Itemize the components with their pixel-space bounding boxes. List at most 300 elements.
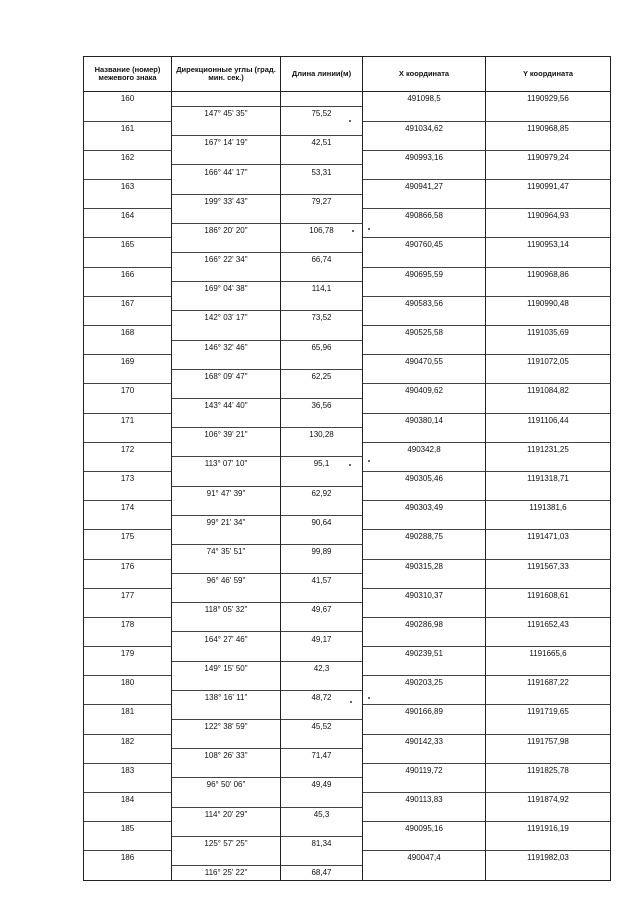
x-coordinate-cell — [363, 749, 486, 764]
direction-angle: 74° 35' 51" — [172, 544, 281, 559]
x-coordinate-cell — [363, 398, 486, 413]
direction-angle: 91° 47' 39" — [172, 486, 281, 501]
table-row — [84, 398, 611, 413]
table-row — [84, 428, 611, 443]
angle-cell — [172, 530, 281, 545]
length-cell — [281, 793, 363, 808]
mark-number: 185 — [84, 822, 172, 837]
table-row — [84, 632, 611, 647]
direction-angle: 96° 50' 06" — [172, 778, 281, 793]
mark-number: 182 — [84, 734, 172, 749]
mark-number: 163 — [84, 180, 172, 195]
mark-number: 183 — [84, 763, 172, 778]
direction-angle: 99° 21' 34" — [172, 515, 281, 530]
mark-number-cell — [84, 865, 172, 880]
table-row — [84, 501, 611, 516]
table-row — [84, 150, 611, 165]
table-row — [84, 107, 611, 122]
direction-angle: 108° 26' 33" — [172, 749, 281, 764]
mark-number-cell — [84, 253, 172, 268]
line-length: 90,64 — [281, 515, 363, 530]
line-length: 53,31 — [281, 165, 363, 180]
x-coordinate: 490470,55 — [363, 355, 486, 370]
table-row — [84, 355, 611, 370]
mark-number: 169 — [84, 355, 172, 370]
table-row — [84, 544, 611, 559]
mark-number-cell — [84, 749, 172, 764]
table-row — [84, 253, 611, 268]
y-coordinate-cell — [486, 574, 611, 589]
angle-cell — [172, 92, 281, 107]
direction-angle: 142° 03' 17" — [172, 311, 281, 326]
x-coordinate: 490095,16 — [363, 822, 486, 837]
boundary-marks-table — [83, 56, 611, 881]
direction-angle: 125° 57' 25" — [172, 836, 281, 851]
x-coordinate-cell — [363, 632, 486, 647]
direction-angle: 116° 25' 22" — [172, 865, 281, 880]
line-length: 79,27 — [281, 194, 363, 209]
x-coordinate-cell — [363, 136, 486, 151]
x-coordinate-cell — [363, 457, 486, 472]
y-coordinate-cell — [486, 223, 611, 238]
table-row — [84, 471, 611, 486]
table-row — [84, 705, 611, 720]
y-coordinate: 1191084,82 — [486, 384, 611, 399]
y-coordinate: 1191106,44 — [486, 413, 611, 428]
angle-cell — [172, 442, 281, 457]
line-length: 65,96 — [281, 340, 363, 355]
scan-speck — [368, 697, 370, 699]
y-coordinate-cell — [486, 603, 611, 618]
angle-cell — [172, 501, 281, 516]
x-coordinate: 490525,58 — [363, 326, 486, 341]
x-coordinate-cell — [363, 603, 486, 618]
y-coordinate: 1191757,98 — [486, 734, 611, 749]
x-coordinate: 490047,4 — [363, 851, 486, 866]
x-coordinate: 490305,46 — [363, 471, 486, 486]
mark-number-cell — [84, 311, 172, 326]
scan-speck — [368, 228, 370, 230]
angle-cell — [172, 267, 281, 282]
angle-cell — [172, 326, 281, 341]
y-coordinate: 1191471,03 — [486, 530, 611, 545]
mark-number-cell — [84, 836, 172, 851]
direction-angle: 169° 04' 38" — [172, 282, 281, 297]
length-cell — [281, 559, 363, 574]
mark-number-cell — [84, 282, 172, 297]
line-length: 45,52 — [281, 720, 363, 735]
angle-cell — [172, 559, 281, 574]
y-coordinate: 1191608,61 — [486, 588, 611, 603]
table-row — [84, 413, 611, 428]
table-row — [84, 457, 611, 472]
angle-cell — [172, 851, 281, 866]
mark-number-cell — [84, 632, 172, 647]
x-coordinate: 490342,8 — [363, 442, 486, 457]
table-row — [84, 763, 611, 778]
table-row — [84, 734, 611, 749]
y-coordinate: 1191916,19 — [486, 822, 611, 837]
table-row — [84, 267, 611, 282]
y-coordinate-cell — [486, 836, 611, 851]
mark-number-cell — [84, 661, 172, 676]
x-coordinate-cell — [363, 253, 486, 268]
table-row — [84, 194, 611, 209]
line-length: 68,47 — [281, 865, 363, 880]
mark-number-cell — [84, 136, 172, 151]
mark-number: 162 — [84, 150, 172, 165]
y-coordinate-cell — [486, 282, 611, 297]
y-coordinate: 1191687,22 — [486, 676, 611, 691]
y-coordinate: 1190968,85 — [486, 121, 611, 136]
scan-speck — [349, 464, 351, 466]
table-row — [84, 282, 611, 297]
angle-cell — [172, 763, 281, 778]
mark-number: 160 — [84, 92, 172, 107]
angle-cell — [172, 471, 281, 486]
y-coordinate-cell — [486, 136, 611, 151]
x-coordinate-cell — [363, 515, 486, 530]
x-coordinate: 490695,59 — [363, 267, 486, 282]
length-cell — [281, 617, 363, 632]
x-coordinate: 490315,28 — [363, 559, 486, 574]
x-coordinate-cell — [363, 574, 486, 589]
table-row — [84, 340, 611, 355]
mark-number: 181 — [84, 705, 172, 720]
header-number: Название (номер) межевого знака — [84, 57, 172, 92]
line-length: 49,17 — [281, 632, 363, 647]
table-row — [84, 165, 611, 180]
direction-angle: 168° 09' 47" — [172, 369, 281, 384]
direction-angle: 143° 44' 40" — [172, 398, 281, 413]
length-cell — [281, 384, 363, 399]
mark-number: 172 — [84, 442, 172, 457]
y-coordinate: 1190968,86 — [486, 267, 611, 282]
direction-angle: 96° 46' 59" — [172, 574, 281, 589]
mark-number: 171 — [84, 413, 172, 428]
x-coordinate-cell — [363, 282, 486, 297]
y-coordinate-cell — [486, 720, 611, 735]
table-row — [84, 617, 611, 632]
mark-number-cell — [84, 223, 172, 238]
length-cell — [281, 267, 363, 282]
y-coordinate-cell — [486, 515, 611, 530]
length-cell — [281, 180, 363, 195]
header-y: Y координата — [486, 57, 611, 92]
table-row — [84, 690, 611, 705]
mark-number-cell — [84, 369, 172, 384]
y-coordinate-cell — [486, 340, 611, 355]
mark-number: 176 — [84, 559, 172, 574]
table-row — [84, 836, 611, 851]
angle-cell — [172, 384, 281, 399]
y-coordinate: 1191072,05 — [486, 355, 611, 370]
angle-cell — [172, 822, 281, 837]
y-coordinate: 1191035,69 — [486, 326, 611, 341]
x-coordinate: 490303,49 — [363, 501, 486, 516]
y-coordinate: 1191874,92 — [486, 793, 611, 808]
length-cell — [281, 851, 363, 866]
table-row — [84, 530, 611, 545]
y-coordinate: 1191381,6 — [486, 501, 611, 516]
table-row — [84, 121, 611, 136]
line-length: 62,25 — [281, 369, 363, 384]
table-row — [84, 384, 611, 399]
y-coordinate: 1191231,25 — [486, 442, 611, 457]
length-cell — [281, 238, 363, 253]
line-length: 36,56 — [281, 398, 363, 413]
table-row — [84, 559, 611, 574]
table-header-row — [84, 57, 611, 92]
angle-cell — [172, 588, 281, 603]
length-cell — [281, 209, 363, 224]
line-length: 62,92 — [281, 486, 363, 501]
x-coordinate-cell — [363, 428, 486, 443]
mark-number: 173 — [84, 471, 172, 486]
y-coordinate-cell — [486, 194, 611, 209]
x-coordinate-cell — [363, 807, 486, 822]
x-coordinate: 490866,58 — [363, 209, 486, 224]
x-coordinate-cell — [363, 107, 486, 122]
direction-angle: 147° 45' 35" — [172, 107, 281, 122]
header-x: X координата — [363, 57, 486, 92]
line-length: 42,3 — [281, 661, 363, 676]
scan-speck — [350, 701, 352, 703]
table-row — [84, 223, 611, 238]
y-coordinate: 1190990,48 — [486, 296, 611, 311]
table-row — [84, 369, 611, 384]
length-cell — [281, 647, 363, 662]
y-coordinate: 1191567,33 — [486, 559, 611, 574]
table-row — [84, 793, 611, 808]
mark-number-cell — [84, 486, 172, 501]
line-length: 114,1 — [281, 282, 363, 297]
y-coordinate-cell — [486, 253, 611, 268]
length-cell — [281, 530, 363, 545]
table-row — [84, 661, 611, 676]
table-row — [84, 865, 611, 880]
mark-number-cell — [84, 544, 172, 559]
y-coordinate: 1191719,65 — [486, 705, 611, 720]
y-coordinate: 1190929,56 — [486, 92, 611, 107]
table-row — [84, 296, 611, 311]
x-coordinate: 490993,16 — [363, 150, 486, 165]
y-coordinate-cell — [486, 107, 611, 122]
length-cell — [281, 442, 363, 457]
y-coordinate-cell — [486, 428, 611, 443]
mark-number: 167 — [84, 296, 172, 311]
mark-number-cell — [84, 515, 172, 530]
x-coordinate: 490941,27 — [363, 180, 486, 195]
line-length: 45,3 — [281, 807, 363, 822]
y-coordinate-cell — [486, 632, 611, 647]
line-length: 75,52 — [281, 107, 363, 122]
direction-angle: 138° 16' 11" — [172, 690, 281, 705]
mark-number: 166 — [84, 267, 172, 282]
x-coordinate-cell — [363, 194, 486, 209]
y-coordinate-cell — [486, 544, 611, 559]
table-row — [84, 676, 611, 691]
table-row — [84, 209, 611, 224]
line-length: 71,47 — [281, 749, 363, 764]
mark-number-cell — [84, 720, 172, 735]
direction-angle: 114° 20' 29" — [172, 807, 281, 822]
x-coordinate: 490119,72 — [363, 763, 486, 778]
direction-angle: 166° 22' 34" — [172, 253, 281, 268]
mark-number: 180 — [84, 676, 172, 691]
direction-angle: 122° 38' 59" — [172, 720, 281, 735]
line-length: 49,67 — [281, 603, 363, 618]
length-cell — [281, 501, 363, 516]
length-cell — [281, 92, 363, 107]
line-length: 66,74 — [281, 253, 363, 268]
mark-number-cell — [84, 574, 172, 589]
direction-angle: 149° 15' 50" — [172, 661, 281, 676]
x-coordinate-cell — [363, 311, 486, 326]
x-coordinate-cell — [363, 720, 486, 735]
table-row — [84, 822, 611, 837]
mark-number-cell — [84, 690, 172, 705]
scan-speck — [352, 230, 354, 232]
mark-number-cell — [84, 165, 172, 180]
length-cell — [281, 676, 363, 691]
mark-number: 184 — [84, 793, 172, 808]
x-coordinate: 490113,83 — [363, 793, 486, 808]
y-coordinate-cell — [486, 807, 611, 822]
y-coordinate-cell — [486, 369, 611, 384]
table-row — [84, 778, 611, 793]
x-coordinate: 490239,51 — [363, 647, 486, 662]
x-coordinate-cell — [363, 544, 486, 559]
length-cell — [281, 763, 363, 778]
x-coordinate-cell — [363, 836, 486, 851]
mark-number-cell — [84, 340, 172, 355]
table-body — [84, 92, 611, 881]
x-coordinate: 490166,89 — [363, 705, 486, 720]
mark-number-cell — [84, 398, 172, 413]
scan-speck — [368, 460, 370, 462]
direction-angle: 167° 14' 19" — [172, 136, 281, 151]
length-cell — [281, 471, 363, 486]
angle-cell — [172, 209, 281, 224]
mark-number: 179 — [84, 647, 172, 662]
table-row — [84, 238, 611, 253]
mark-number: 165 — [84, 238, 172, 253]
table-row — [84, 720, 611, 735]
direction-angle: 199° 33' 43" — [172, 194, 281, 209]
mark-number: 170 — [84, 384, 172, 399]
length-cell — [281, 326, 363, 341]
line-length: 41,57 — [281, 574, 363, 589]
length-cell — [281, 296, 363, 311]
table-row — [84, 851, 611, 866]
x-coordinate-cell — [363, 661, 486, 676]
line-length: 130,28 — [281, 428, 363, 443]
direction-angle: 146° 32' 46" — [172, 340, 281, 355]
y-coordinate-cell — [486, 690, 611, 705]
angle-cell — [172, 734, 281, 749]
table-row — [84, 749, 611, 764]
x-coordinate: 490288,75 — [363, 530, 486, 545]
mark-number: 186 — [84, 851, 172, 866]
direction-angle: 106° 39' 21" — [172, 428, 281, 443]
length-cell — [281, 355, 363, 370]
length-cell — [281, 413, 363, 428]
y-coordinate: 1191982,03 — [486, 851, 611, 866]
x-coordinate: 491098,5 — [363, 92, 486, 107]
angle-cell — [172, 647, 281, 662]
direction-angle: 164° 27' 46" — [172, 632, 281, 647]
angle-cell — [172, 150, 281, 165]
y-coordinate: 1191825,78 — [486, 763, 611, 778]
x-coordinate: 490203,25 — [363, 676, 486, 691]
line-length: 42,51 — [281, 136, 363, 151]
line-length: 48,72 — [281, 690, 363, 705]
mark-number: 175 — [84, 530, 172, 545]
y-coordinate-cell — [486, 661, 611, 676]
direction-angle: 186° 20' 20" — [172, 223, 281, 238]
mark-number: 174 — [84, 501, 172, 516]
table-row — [84, 92, 611, 107]
x-coordinate-cell — [363, 165, 486, 180]
mark-number-cell — [84, 603, 172, 618]
y-coordinate: 1190964,93 — [486, 209, 611, 224]
direction-angle: 118° 05' 32" — [172, 603, 281, 618]
table-row — [84, 486, 611, 501]
y-coordinate: 1190979,24 — [486, 150, 611, 165]
scan-speck — [349, 120, 351, 122]
mark-number-cell — [84, 194, 172, 209]
direction-angle: 113° 07' 10" — [172, 457, 281, 472]
angle-cell — [172, 676, 281, 691]
mark-number: 168 — [84, 326, 172, 341]
mark-number: 178 — [84, 617, 172, 632]
angle-cell — [172, 617, 281, 632]
x-coordinate-cell — [363, 369, 486, 384]
length-cell — [281, 734, 363, 749]
direction-angle: 166° 44' 17" — [172, 165, 281, 180]
line-length: 99,89 — [281, 544, 363, 559]
length-cell — [281, 121, 363, 136]
y-coordinate: 1191318,71 — [486, 471, 611, 486]
line-length: 73,52 — [281, 311, 363, 326]
mark-number-cell — [84, 778, 172, 793]
x-coordinate: 490380,14 — [363, 413, 486, 428]
line-length: 81,34 — [281, 836, 363, 851]
angle-cell — [172, 180, 281, 195]
x-coordinate-cell — [363, 340, 486, 355]
angle-cell — [172, 355, 281, 370]
angle-cell — [172, 121, 281, 136]
mark-number-cell — [84, 428, 172, 443]
angle-cell — [172, 705, 281, 720]
y-coordinate: 1191652,43 — [486, 617, 611, 632]
table-row — [84, 603, 611, 618]
x-coordinate: 490286,98 — [363, 617, 486, 632]
header-length: Длина линии(м) — [281, 57, 363, 92]
table-row — [84, 442, 611, 457]
length-cell — [281, 588, 363, 603]
y-coordinate-cell — [486, 457, 611, 472]
length-cell — [281, 150, 363, 165]
y-coordinate-cell — [486, 311, 611, 326]
x-coordinate-cell — [363, 778, 486, 793]
table-row — [84, 180, 611, 195]
y-coordinate-cell — [486, 165, 611, 180]
table-row — [84, 515, 611, 530]
table-row — [84, 311, 611, 326]
table-row — [84, 574, 611, 589]
